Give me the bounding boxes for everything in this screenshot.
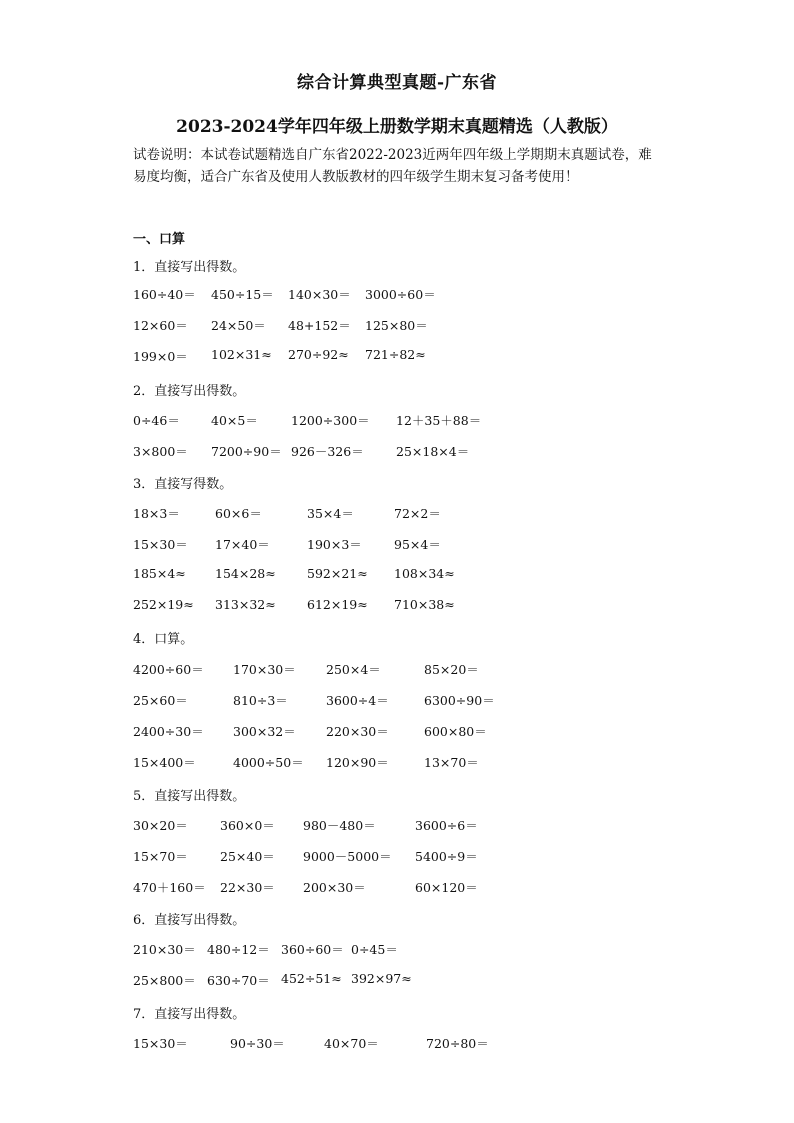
arithmetic-problem: 170×30＝ [233,662,296,677]
arithmetic-problem: 154×28≈ [215,566,276,581]
arithmetic-problem: 210×30＝ [133,942,196,957]
problem-row [133,504,693,524]
arithmetic-problem: 30×20＝ [133,818,188,833]
arithmetic-problem: 6300÷90＝ [424,693,495,708]
arithmetic-problem: 60×6＝ [215,506,262,521]
problem-row [133,660,693,680]
arithmetic-problem: 102×31≈ [211,347,272,362]
arithmetic-problem: 15×30＝ [133,1036,188,1051]
question-label: 1．直接写出得数。 [133,260,246,275]
problem-row [133,411,693,431]
arithmetic-problem: 12＋35＋88＝ [396,413,482,428]
arithmetic-problem: 612×19≈ [307,597,368,612]
arithmetic-problem: 592×21≈ [307,566,368,581]
arithmetic-problem: 810÷3＝ [233,693,288,708]
arithmetic-problem: 710×38≈ [394,597,455,612]
problem-row [133,753,693,773]
arithmetic-problem: 15×400＝ [133,755,196,770]
arithmetic-problem: 12×60＝ [133,318,188,333]
arithmetic-problem: 25×40＝ [220,849,275,864]
problem-row [133,316,693,336]
arithmetic-problem: 18×3＝ [133,506,180,521]
arithmetic-problem: 17×40＝ [215,537,270,552]
exam-description: 试卷说明：本试卷试题精选自广东省2022-2023近两年四年级上学期期末真题试卷，难易度均衡，适合广东省及使用人教版教材的四年级学生期末复习备考使用！ [133,147,652,185]
arithmetic-problem: 220×30＝ [326,724,389,739]
arithmetic-problem: 2400÷30＝ [133,724,204,739]
arithmetic-problem: 270÷92≈ [288,347,349,362]
arithmetic-problem: 35×4＝ [307,506,354,521]
arithmetic-problem: 25×800＝ [133,973,196,988]
arithmetic-problem: 25×18×4＝ [396,444,470,459]
arithmetic-problem: 470＋160＝ [133,880,206,895]
arithmetic-problem: 721÷82≈ [365,347,426,362]
arithmetic-problem: 360÷60＝ [281,942,344,957]
question-label: 7．直接写出得数。 [133,1007,246,1022]
problem-row [133,691,693,711]
section-heading: 一、口算 [133,232,186,247]
arithmetic-problem: 60×120＝ [415,880,478,895]
question-label: 6．直接写出得数。 [133,913,246,928]
problem-row [133,442,693,462]
arithmetic-problem: 4200÷60＝ [133,662,204,677]
arithmetic-problem: 72×2＝ [394,506,441,521]
arithmetic-problem: 160÷40＝ [133,287,196,302]
question-label: 5．直接写出得数。 [133,789,246,804]
arithmetic-problem: 1200÷300＝ [291,413,370,428]
arithmetic-problem: 199×0＝ [133,349,188,364]
arithmetic-problem: 185×4≈ [133,566,186,581]
arithmetic-problem: 252×19≈ [133,597,194,612]
problem-row [133,878,693,898]
problem-row [133,722,693,742]
page-title: 综合计算典型真题-广东省 [296,73,498,93]
arithmetic-problem: 25×60＝ [133,693,188,708]
arithmetic-problem: 3600÷6＝ [415,818,478,833]
problem-row [133,847,693,867]
problem-row [133,597,693,617]
problem-row [133,940,693,960]
arithmetic-problem: 3×800＝ [133,444,188,459]
arithmetic-problem: 360×0＝ [220,818,275,833]
arithmetic-problem: 85×20＝ [424,662,479,677]
arithmetic-problem: 926－326＝ [291,444,364,459]
problem-row [133,971,693,991]
arithmetic-problem: 452÷51≈ [281,971,342,986]
arithmetic-problem: 0÷45＝ [351,942,398,957]
arithmetic-problem: 5400÷9＝ [415,849,478,864]
question-label: 2．直接写出得数。 [133,384,246,399]
arithmetic-problem: 3600÷4＝ [326,693,389,708]
arithmetic-problem: 40×70＝ [324,1036,379,1051]
arithmetic-problem: 600×80＝ [424,724,487,739]
arithmetic-problem: 15×30＝ [133,537,188,552]
arithmetic-problem: 140×30＝ [288,287,351,302]
arithmetic-problem: 9000－5000＝ [303,849,392,864]
problem-row [133,566,693,586]
arithmetic-problem: 392×97≈ [351,971,412,986]
arithmetic-problem: 90÷30＝ [230,1036,285,1051]
arithmetic-problem: 40×5＝ [211,413,258,428]
arithmetic-problem: 313×32≈ [215,597,276,612]
arithmetic-problem: 7200÷90＝ [211,444,282,459]
problem-row [133,285,693,305]
arithmetic-problem: 125×80＝ [365,318,428,333]
arithmetic-problem: 15×70＝ [133,849,188,864]
arithmetic-problem: 108×34≈ [394,566,455,581]
arithmetic-problem: 450÷15＝ [211,287,274,302]
arithmetic-problem: 720÷80＝ [426,1036,489,1051]
arithmetic-problem: 4000÷50＝ [233,755,304,770]
problem-row [133,816,693,836]
arithmetic-problem: 13×70＝ [424,755,479,770]
arithmetic-problem: 48+152＝ [288,318,351,333]
arithmetic-problem: 22×30＝ [220,880,275,895]
arithmetic-problem: 95×4＝ [394,537,441,552]
page-subtitle: 2023-2024学年四年级上册数学期末真题精选（人教版） [176,117,618,137]
arithmetic-problem: 980－480＝ [303,818,376,833]
problem-row [133,1034,693,1054]
arithmetic-problem: 250×4＝ [326,662,381,677]
problem-row [133,535,693,555]
arithmetic-problem: 200×30＝ [303,880,366,895]
arithmetic-problem: 24×50＝ [211,318,266,333]
question-label: 3．直接写得数。 [133,477,233,492]
problem-row [133,347,693,367]
arithmetic-problem: 190×3＝ [307,537,362,552]
arithmetic-problem: 120×90＝ [326,755,389,770]
arithmetic-problem: 3000÷60＝ [365,287,436,302]
arithmetic-problem: 300×32＝ [233,724,296,739]
arithmetic-problem: 0÷46＝ [133,413,180,428]
arithmetic-problem: 630÷70＝ [207,973,270,988]
question-label: 4．口算。 [133,632,194,647]
arithmetic-problem: 480÷12＝ [207,942,270,957]
